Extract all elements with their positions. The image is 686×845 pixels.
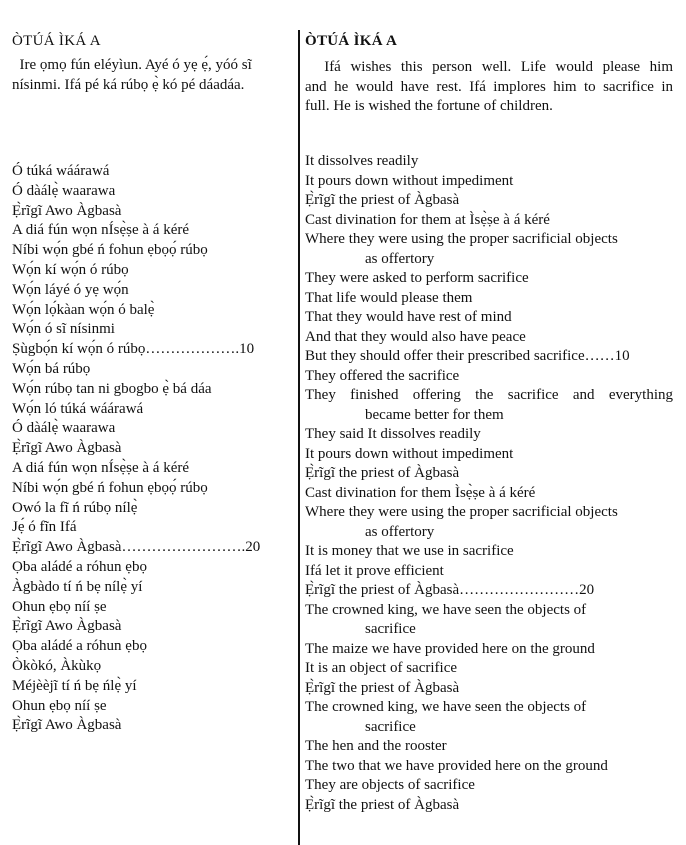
- verse-line: That life would please them: [305, 289, 473, 306]
- column-divider: [298, 30, 300, 845]
- verse-line: A diá fún wọn nÍsẹ̀ṣe à á kéré: [12, 459, 190, 476]
- yoruba-title: ÒTÚÁ ÌKÁ A: [12, 33, 101, 49]
- english-title: ÒTÚÁ ÌKÁ A: [305, 33, 398, 49]
- verse-line: Òkòkó, Àkùkọ: [12, 657, 102, 674]
- verse-line: Jẹ́ ó fĩn Ifá: [12, 519, 77, 536]
- verse-line: Ẹ̀rĩgĩ the priest of Àgbasà: [305, 192, 460, 208]
- verse-line: The maize we have provided here on the ground: [305, 640, 595, 657]
- verse-line: Ẹ̀rĩgĩ Awo Àgbasà…………………….20: [12, 539, 261, 556]
- verse-line: Ẹ̀rĩgĩ the priest of Àgbasà: [305, 465, 460, 481]
- verse-line: Ifá let it prove efficient: [305, 562, 444, 579]
- verse-line: They said It dissolves readily: [305, 426, 481, 442]
- verse-line: became better for them: [365, 406, 504, 423]
- verse-line: Ohun ẹbọ níí ṣe: [12, 598, 107, 615]
- verse-line: Wọ́n lọ́kàan wọ́n ó balẹ̀: [12, 301, 155, 318]
- intro-line: Ire ọmọ fún eléyìun. Ayé ó yẹ ẹ́, yóó sĩ: [12, 57, 252, 73]
- verse-line: It is an object of sacrifice: [305, 660, 458, 676]
- verse-line: The crowned king, we have seen the objects of: [305, 699, 587, 715]
- verse-line: They offered the sacrifice: [305, 367, 460, 384]
- verse-line: Níbi wọ́n gbé ń fohun ẹbọọ́ rúbọ: [12, 242, 208, 259]
- verse-line: Àgbàdo tí ń bẹ nílẹ̀ yí: [12, 578, 143, 595]
- verse-line: Wọ́n ló túká wáárawá: [12, 400, 144, 417]
- english-verse: [305, 152, 673, 815]
- verse-line: Ẹ̀rĩgĩ the priest of Àgbasà……………………20: [305, 582, 595, 598]
- verse-line: Ṣùgbọ́n kí wọ́n ó rúbọ……………….10: [12, 341, 255, 358]
- verse-line: That they would have rest of mind: [305, 309, 512, 325]
- verse-line: Where they were using the proper sacrificial objects: [305, 231, 618, 247]
- verse-line: It pours down without impediment: [305, 445, 514, 462]
- verse-line: Ẹ̀rĩgĩ Awo Àgbasà: [12, 440, 122, 457]
- verse-line: Wọ́n láyé ó yẹ wọ́n: [12, 281, 129, 298]
- verse-line: as offertory: [365, 523, 435, 540]
- verse-line: It dissolves readily: [305, 153, 419, 169]
- verse-line: sacrifice: [365, 621, 416, 637]
- verse-line: But they should offer their prescribed sacrifice……10: [305, 348, 630, 364]
- verse-line: Ó dàálẹ̀ waarawa: [12, 182, 116, 199]
- intro-line: and he would have rest. Ifá implores him to sacrifice in: [305, 78, 673, 95]
- verse-line: The hen and the rooster: [305, 738, 447, 754]
- verse-line: Wọ́n bá rúbọ: [12, 360, 91, 377]
- verse-line: as offertory: [365, 250, 435, 267]
- verse-line: Méjèèjĩ tí ń bẹ ńlẹ̀ yí: [12, 677, 137, 694]
- verse-line: Owó la fĩ ń rúbọ nílẹ̀: [12, 499, 138, 516]
- verse-line: Where they were using the proper sacrificial objects: [305, 504, 618, 520]
- yoruba-intro: [12, 56, 252, 95]
- verse-line: Ẹ̀rĩgĩ the priest of Àgbasà: [305, 679, 460, 696]
- intro-line: full. He is wished the fortune of children.: [305, 98, 553, 114]
- verse-line: Ẹ̀rĩgĩ Awo Àgbasà: [12, 618, 122, 635]
- verse-line: sacrifice: [365, 718, 416, 735]
- verse-line: It is money that we use in sacrifice: [305, 543, 514, 559]
- verse-line: Cast divination for them Ìsẹ̀ṣe à á kéré: [305, 484, 536, 501]
- english-intro: [305, 58, 673, 117]
- verse-line: Ó dàálẹ̀ waarawa: [12, 420, 116, 437]
- verse-line: And that they would also have peace: [305, 328, 526, 345]
- verse-line: It pours down without impediment: [305, 172, 514, 189]
- verse-line: They finished offering the sacrifice and everything: [305, 387, 673, 403]
- verse-line: A diá fún wọn nÍsẹ̀ṣe à á kéré: [12, 222, 190, 239]
- verse-line: The crowned king, we have seen the objects of: [305, 601, 587, 618]
- verse-line: Ọba aládé a róhun ẹbọ: [12, 638, 147, 655]
- verse-line: They were asked to perform sacrifice: [305, 270, 529, 286]
- intro-line: Ifá wishes this person well. Life would please him: [305, 59, 673, 75]
- verse-line: Ẹ̀rĩgĩ Awo Àgbasà: [12, 202, 122, 219]
- verse-line: Wọ́n rúbọ tan ni gbogbo ẹ̀ bá dáa: [12, 380, 212, 397]
- verse-line: Ẹ̀rĩgĩ Awo Àgbasà: [12, 717, 122, 734]
- yoruba-verse: [12, 162, 260, 736]
- verse-line: Wọ́n kí wọ́n ó rúbọ: [12, 261, 129, 278]
- intro-line: nísinmi. Ifá pé ká rúbọ ẹ̀ kó pé dáadáa.: [12, 76, 245, 93]
- verse-line: Ó túká wáárawá: [12, 163, 110, 179]
- verse-line: They are objects of sacrifice: [305, 777, 475, 793]
- verse-line: Cast divination for them at Ìsẹ̀ṣe à á kéré: [305, 211, 550, 228]
- verse-line: Wọ́n ó sĩ nísinmi: [12, 321, 115, 338]
- verse-line: The two that we have provided here on the ground: [305, 757, 608, 774]
- verse-line: Níbi wọ́n gbé ń fohun ẹbọọ́ rúbọ: [12, 479, 208, 496]
- verse-line: Ẹ̀rĩgĩ the priest of Àgbasà: [305, 796, 460, 813]
- verse-line: Ohun ẹbọ níí ṣe: [12, 697, 107, 714]
- verse-line: Ọba aládé a róhun ẹbọ: [12, 558, 147, 575]
